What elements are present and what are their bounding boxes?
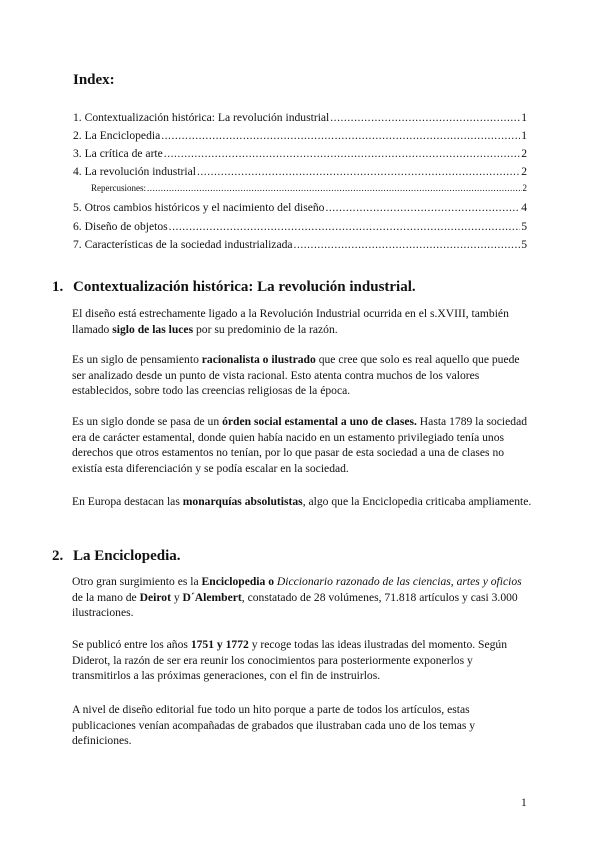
section-2-body (72, 637, 532, 684)
section-1-body (72, 414, 532, 476)
bold-term: D´Alembert (182, 590, 242, 604)
toc-entry-page: 1 (521, 111, 527, 124)
section-number: 1. (52, 279, 64, 295)
index-title: Index: (73, 72, 115, 88)
toc-entry[interactable] (73, 238, 527, 256)
toc-entry[interactable] (73, 165, 527, 183)
toc-entry-page: 5 (521, 219, 527, 233)
toc-entry[interactable] (73, 220, 527, 238)
bold-term: 1751 y 1772 (190, 638, 249, 651)
section-1-body (72, 352, 532, 399)
toc-leader-dots (294, 238, 521, 251)
bold-term: siglo de las luces (112, 322, 194, 336)
paragraph: El diseño está estrechamente ligado a la Revolución Industrial ocurrida en el s.XVIII, también llamado siglo de las luces por su predominio de la razón. (72, 307, 509, 336)
section-2-heading (52, 548, 181, 565)
section-1-body (72, 306, 532, 337)
toc-leader-dots (197, 165, 520, 178)
toc-entry-page: 5 (521, 237, 527, 251)
toc-entry-text: 5. Otros cambios históricos y el nacimiento del diseño (73, 201, 325, 215)
page-number: 1 (521, 797, 527, 809)
toc-entry-text: 2. La Enciclopedia (73, 129, 161, 143)
section-number: 2. (52, 548, 64, 564)
toc-leader-dots (330, 111, 520, 124)
toc-entry-text: 1. Contextualización histórica: La revolución industrial (73, 111, 330, 124)
paragraph: A nivel de diseño editorial fue todo un hito porque a parte de todos los artículos, estas publicaciones venían acompañadas de grabados que ilustraban cada uno de los temas y definiciones. (72, 703, 476, 748)
toc-leader-dots (169, 220, 521, 233)
toc-leader-dots (161, 129, 520, 142)
paragraph: Es un siglo donde se pasa de un órden social estamental a uno de clases. Hasta 1789 la sociedad era de carácter estamental, donde quien había nacido en un estamento privilegiado tenía unos derechos que otros estamentos no tenían, por lo que pasar de esta sociedad a una de clases no existía esta diferenciación y se podía escalar en la sociedad. (72, 415, 528, 475)
section-title: La Enciclopedia. (73, 548, 181, 564)
table-of-contents (73, 111, 527, 256)
toc-entry-text: 6. Diseño de objetos (73, 219, 168, 233)
bold-term: monarquías absolutistas (182, 495, 303, 508)
bold-term: Deirot (139, 590, 171, 604)
toc-entry-text: 4. La revolución industrial (73, 165, 196, 179)
toc-entry-page: 4 (521, 201, 527, 215)
section-title: Contextualización histórica: La revolución industrial. (73, 279, 416, 295)
toc-entry[interactable] (73, 201, 527, 219)
toc-leader-dots (147, 183, 522, 193)
toc-subentry[interactable] (73, 183, 527, 201)
paragraph: Es un siglo de pensamiento racionalista o ilustrado que cree que solo es real aquello que puede ser analizado desde un punto de vista racional. Esto atenta contra muchos de los valores establecidos, sobre todo las creencias religiosas de la época. (72, 353, 520, 398)
toc-entry-text: Repercusiones: (91, 183, 146, 194)
toc-leader-dots (164, 147, 520, 160)
toc-entry[interactable] (73, 129, 527, 147)
toc-entry[interactable] (73, 147, 527, 165)
toc-entry-page: 2 (521, 165, 527, 179)
bold-term: racionalista o ilustrado (201, 353, 316, 366)
section-1-heading (52, 279, 416, 296)
italic-title: Diccionario razonado de las ciencias, artes y oficios (276, 575, 522, 588)
paragraph: Otro gran surgimiento es la Enciclopedia o Diccionario razonado de las ciencias, artes y oficios de la mano de Deirot y D´Alembert, constatado de 28 volúmenes, 71.818 artículos y casi 3.000 ilustraciones. (72, 575, 522, 620)
toc-entry-text: 7. Características de la sociedad industrializada (73, 237, 293, 251)
section-1-body (72, 494, 532, 510)
toc-entry-page: 1 (521, 129, 527, 143)
toc-entry[interactable] (73, 111, 527, 129)
section-2-body (72, 574, 532, 621)
paragraph: En Europa destacan las monarquías absolutistas, algo que la Enciclopedia criticaba ampliamente. (72, 495, 532, 508)
bold-term: Enciclopedia o (201, 575, 275, 588)
section-2-body (72, 702, 532, 749)
toc-entry-text: 3. La crítica de arte (73, 147, 163, 161)
toc-entry-page: 2 (522, 183, 527, 194)
toc-leader-dots (325, 201, 520, 214)
toc-entry-page: 2 (521, 147, 527, 161)
bold-term: órden social estamental a uno de clases. (222, 415, 417, 428)
paragraph: Se publicó entre los años 1751 y 1772 y recoge todas las ideas ilustradas del momento. Según Diderot, la razón de ser era reunir los conocimientos para posteriormente exponerlos y transmitirlos a las próximas generaciones, con el fin de instruirlos. (72, 638, 508, 683)
